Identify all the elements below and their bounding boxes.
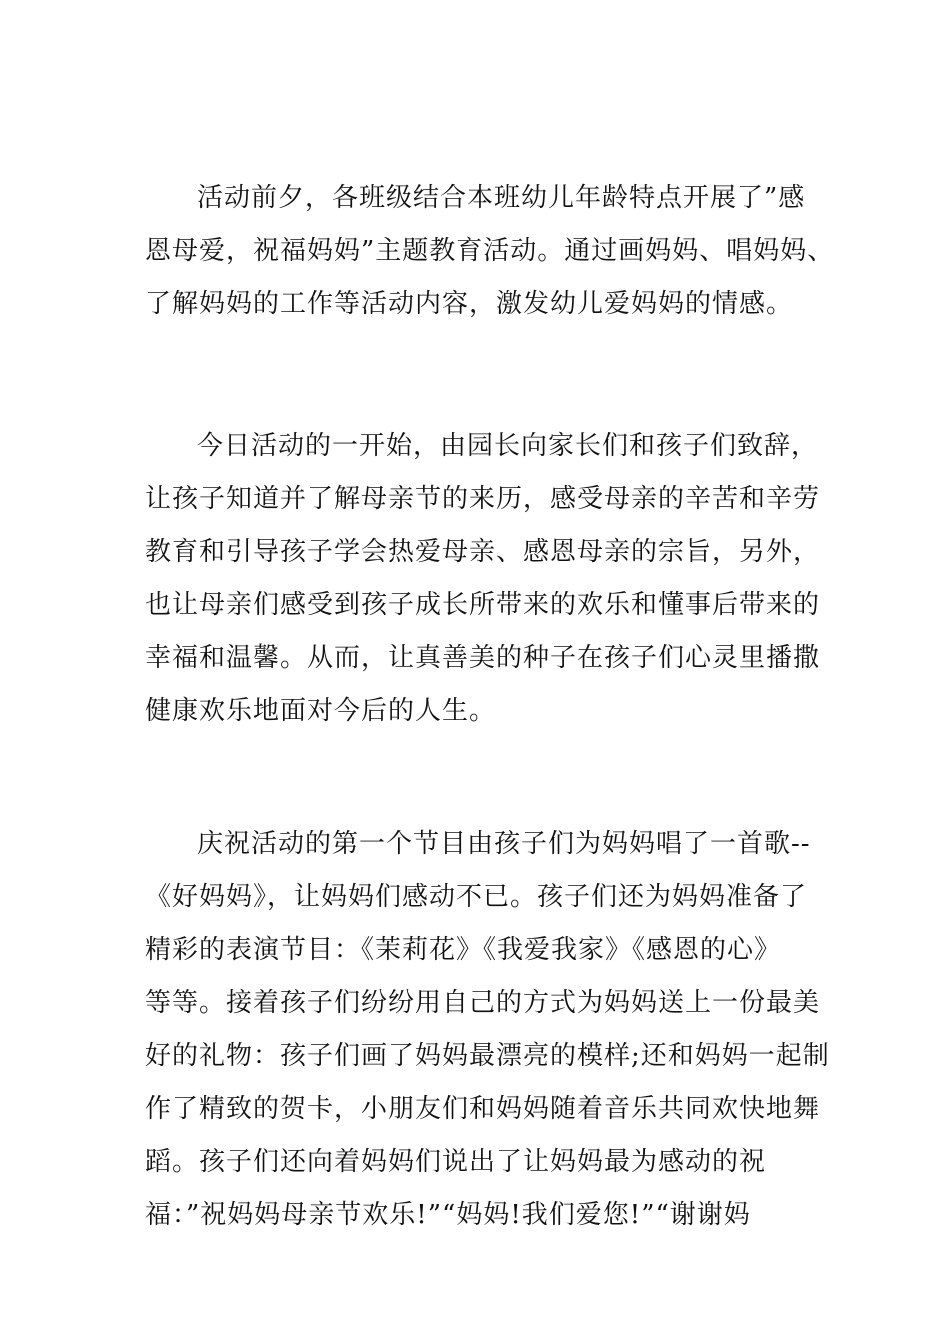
paragraph-line: 庆祝活动的第一个节目由孩子们为妈妈唱了一首歌--: [197, 829, 811, 859]
paragraph-line: 等等。接着孩子们纷纷用自己的方式为妈妈送上一份最美: [145, 988, 821, 1018]
paragraph-line: 蹈。孩子们还向着妈妈们说出了让妈妈最为感动的祝: [145, 1147, 767, 1177]
paragraph-line: 也让母亲们感受到孩子成长所带来的欢乐和懂事后带来的: [145, 590, 821, 620]
paragraph-line: 好的礼物：孩子们画了妈妈最漂亮的模样;还和妈妈一起制: [145, 1041, 830, 1071]
paragraph-line: 幸福和温馨。从而，让真善美的种子在孩子们心灵里播撒: [145, 643, 821, 673]
paragraph-1: [145, 172, 835, 331]
paragraph-line: 《好妈妈》，让妈妈们感动不已。孩子们还为妈妈准备了: [145, 882, 808, 912]
paragraph-line: 活动前夕，各班级结合本班幼儿年龄特点开展了”感: [197, 183, 806, 213]
paragraph-line: 精彩的表演节目：《茉莉花》《我爱我家》《感恩的心》: [145, 935, 782, 965]
paragraph-line: 今日活动的一开始，由园长向家长们和孩子们致辞，: [197, 431, 819, 461]
paragraph-line: 福：”祝妈妈母亲节欢乐!”“妈妈!我们爱您!”“谢谢妈: [145, 1200, 751, 1230]
paragraph-line: 教育和引导孩子学会热爱母亲、感恩母亲的宗旨，另外，: [145, 537, 821, 567]
paragraph-line: 让孩子知道并了解母亲节的来历，感受母亲的辛苦和辛劳: [145, 484, 821, 514]
paragraph-line: 健康欢乐地面对今后的人生。: [145, 696, 497, 726]
paragraph-line: 恩母爱，祝福妈妈”主题教育活动。通过画妈妈、唱妈妈、: [145, 236, 835, 266]
paragraph-line: 了解妈妈的工作等活动内容，激发幼儿爱妈妈的情感。: [145, 289, 794, 319]
paragraph-line: 作了精致的贺卡，小朋友们和妈妈随着音乐共同欢快地舞: [145, 1094, 821, 1124]
paragraph-2: [145, 420, 821, 738]
paragraph-3: [145, 818, 830, 1242]
